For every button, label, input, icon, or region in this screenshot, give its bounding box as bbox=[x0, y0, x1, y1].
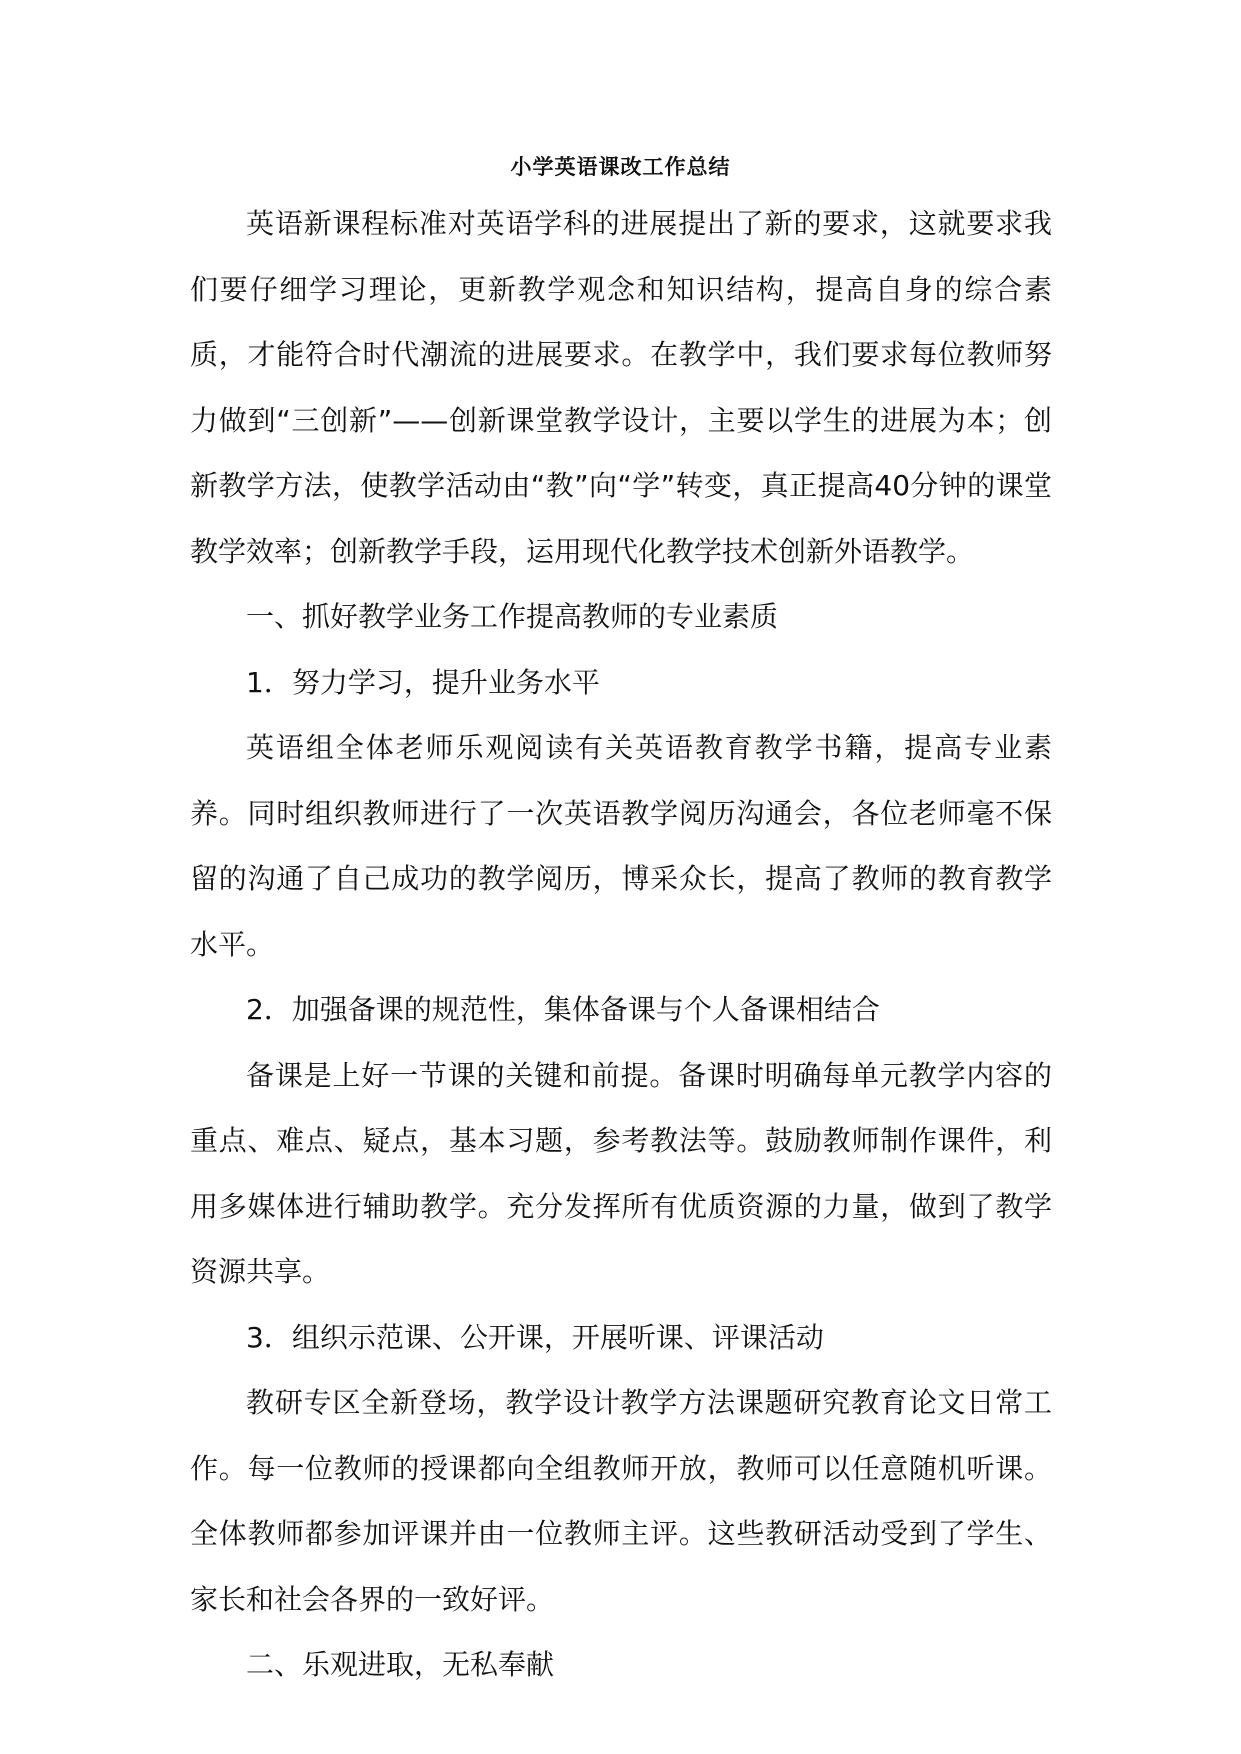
section-heading-2: 二、乐观进取，无私奉献 bbox=[246, 1648, 555, 1681]
subsection-heading-3: 3．组织示范课、公开课，开展听课、评课活动 bbox=[246, 1320, 824, 1354]
body-paragraph-2: 备课是上好一节课的关键和前提。备课时明确每单元教学内容的重点、难点、疑点，基本习题，参考教法等。鼓励教师制作课件，利用多媒体进行辅助教学。充分发挥所有优质资源的力量，做到了教学资源共享。 bbox=[190, 1058, 1052, 1288]
body-paragraph-1: 英语组全体老师乐观阅读有关英语教育教学书籍，提高专业素养。同时组织教师进行了一次英语教学阅历沟通会，各位老师毫不保留的沟通了自己成功的教学阅历，博采众长，提高了教师的教育教学水平。 bbox=[190, 731, 1052, 961]
body-paragraph-3: 教研专区全新登场，教学设计教学方法课题研究教育论文日常工作。每一位教师的授课都向全组教师开放，教师可以任意随机听课。全体教师都参加评课并由一位教师主评。这些教研活动受到了学生、家长和社会各界的一致好评。 bbox=[190, 1386, 1052, 1616]
document-body bbox=[190, 191, 1052, 1698]
section-heading-1: 一、抓好教学业务工作提高教师的专业素质 bbox=[246, 600, 779, 633]
subsection-heading-1: 1．努力学习，提升业务水平 bbox=[246, 665, 600, 699]
subsection-heading-2: 2．加强备课的规范性，集体备课与个人备课相结合 bbox=[246, 993, 880, 1026]
document-title: 小学英语课改工作总结 bbox=[510, 155, 731, 179]
intro-paragraph: 英语新课程标准对英语学科的进展提出了新的要求，这就要求我们要仔细学习理论，更新教学观念和知识结构，提高自身的综合素质，才能符合时代潮流的进展要求。在教学中，我们要求每位教师努力做到“三创新”——创新课堂教学设计，主要以学生的进展为本；创新教学方法，使教学活动由“教”向“学”转变，真正提高40分钟的课堂教学效率；创新教学手段，运用现代化教学技术创新外语教学。 bbox=[190, 207, 1052, 568]
